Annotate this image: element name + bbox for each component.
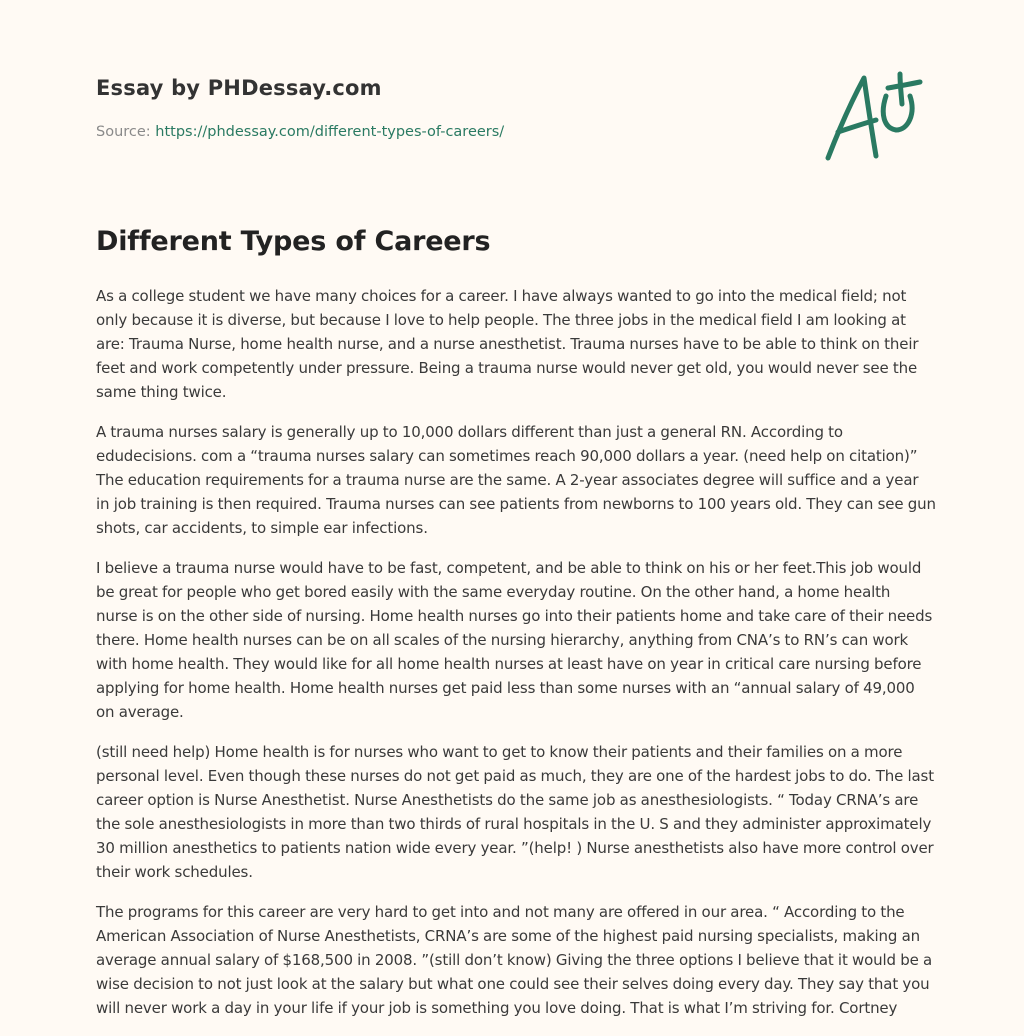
essay-paragraph-4: (still need help) Home health is for nurses who want to get to know their patients and their families on a more personal level. Even though these nurses do not get paid as much, they are one of the hardest jobs to do. The last career option is Nurse Anesthetist. Nurse Anesthetists do the same job as anesthesiologists. “ Today CRNA’s are the sole anesthesiologists in more than two thirds of rural hospitals in the U. S and they administer approximately 30 million anesthetics to patients nation wide every year. ”(help! ) Nurse anesthetists also have more control over their work schedules. bbox=[96, 743, 934, 881]
brand-name: Essay by PHDessay.com bbox=[96, 76, 382, 100]
essay-paragraph-3: I believe a trauma nurse would have to be fast, competent, and be able to think on his or her feet.This job would be great for people who get bored easily with the same everyday routine. On the other hand, a home health nurse is on the other side of nursing. Home health nurses go into their patients home and take care of their needs there. Home health nurses can be on all scales of the nursing hierarchy, anything from CNA’s to RN’s can work with home health. They would like for all home health nurses at least have on year in critical care nursing before applying for home health. Home health nurses get paid less than some nurses with an “annual salary of 49,000 on average. bbox=[96, 559, 933, 721]
a-plus-logo-icon bbox=[820, 68, 932, 168]
essay-header bbox=[96, 72, 928, 182]
essay-title: Different Types of Careers bbox=[96, 226, 491, 257]
essay-paragraph-5: The programs for this career are very hard to get into and not many are offered in our area. “ According to the American Association of Nurse Anesthetists, CRNA’s are some of the highest paid nursing specialists, making an average annual salary of $168,500 in 2008. ”(still don’t know) Giving the three options I believe that it would be a wise decision to not just look at the salary but what one could see their selves doing every day. They say that you will never work a day in your life if your job is something you love doing. That is what I’m striving for. Cortney bbox=[96, 903, 933, 1017]
source-label: Source: bbox=[96, 124, 156, 140]
source-line bbox=[96, 124, 504, 140]
essay-body bbox=[96, 284, 936, 1036]
source-link[interactable]: https://phdessay.com/different-types-of-careers/ bbox=[155, 124, 505, 140]
essay-paragraph-1: As a college student we have many choices for a career. I have always wanted to go into the medical field; not only because it is diverse, but because I love to help people. The three jobs in the medical field I am looking at are: Trauma Nurse, home health nurse, and a nurse anesthetist. Trauma nurses have to be able to think on their feet and work competently under pressure. Being a trauma nurse would never get old, you would never see the same thing twice. bbox=[96, 287, 919, 401]
essay-paragraph-2: A trauma nurses salary is generally up to 10,000 dollars different than just a general RN. According to edudecisions. com a “trauma nurses salary can sometimes reach 90,000 dollars a year. (need help on citation)” The education requirements for a trauma nurse are the same. A 2-year associates degree will suffice and a year in job training is then required. Trauma nurses can see patients from newborns to 100 years old. They can see gun shots, car accidents, to simple ear infections. bbox=[96, 423, 936, 537]
